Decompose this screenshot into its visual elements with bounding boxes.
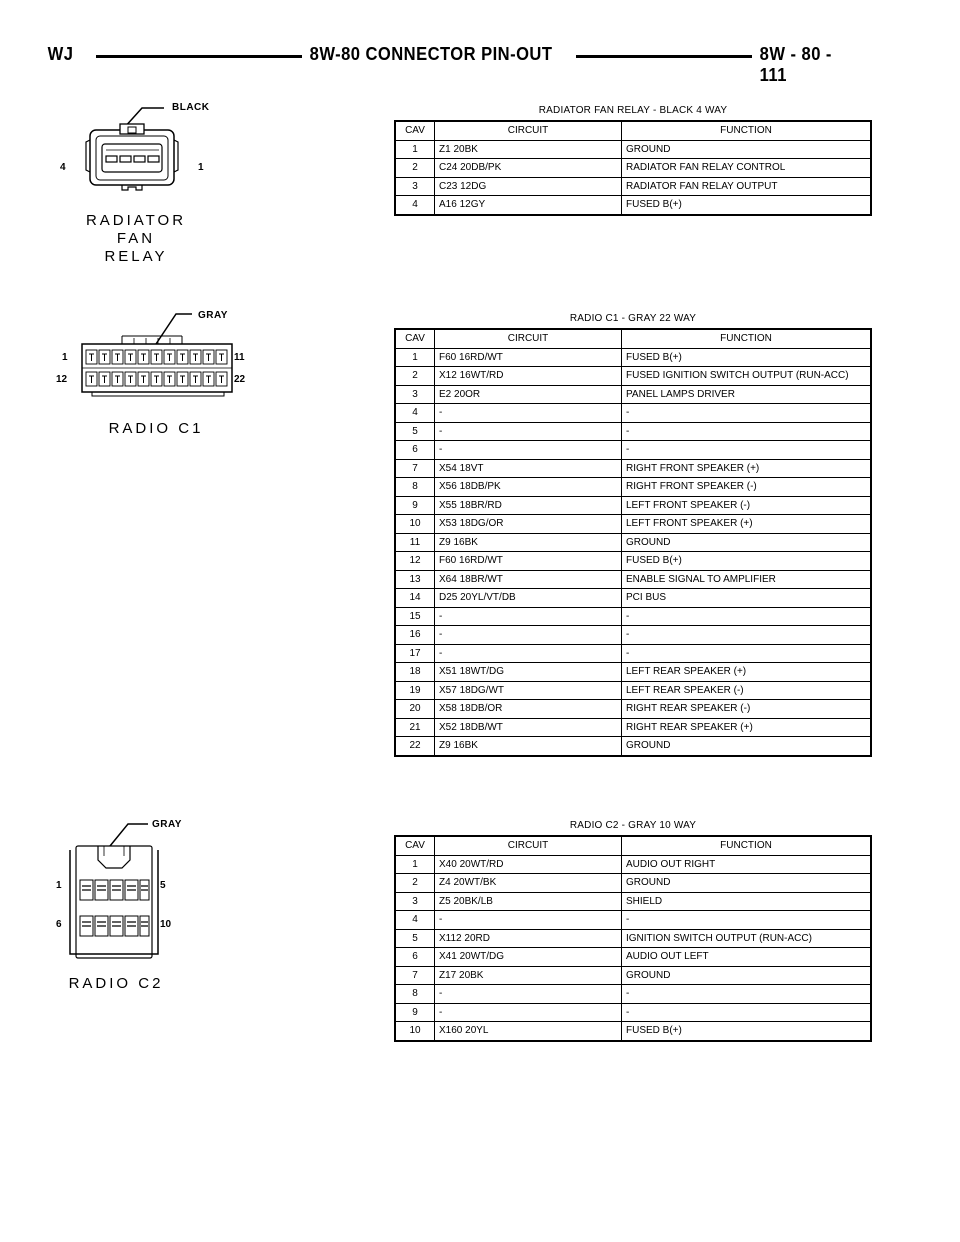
radiator-fan-relay-table-title: RADIATOR FAN RELAY - BLACK 4 WAY	[538, 105, 728, 116]
radiator-fan-relay-pin-right: 1	[198, 162, 204, 173]
radio-c2-pin-6: 6	[56, 919, 62, 930]
table-row	[395, 140, 871, 159]
table-row	[395, 478, 871, 497]
radio-c2-table-title: RADIO C2 - GRAY 10 WAY	[569, 820, 697, 831]
cell-cav: 10	[395, 1022, 435, 1041]
radio-c2-color-label: GRAY	[152, 819, 182, 830]
radio-c2-pin-1: 1	[56, 880, 62, 891]
cell-function: RIGHT REAR SPEAKER (-)	[622, 700, 872, 719]
cell-cav: 2	[395, 367, 435, 386]
cell-circuit: -	[435, 422, 622, 441]
cell-cav: 2	[395, 159, 435, 178]
table-row	[395, 681, 871, 700]
cell-cav: 2	[395, 874, 435, 893]
column-header-cav: CAV	[395, 329, 435, 348]
cell-function: PANEL LAMPS DRIVER	[622, 385, 872, 404]
cell-cav: 1	[395, 348, 435, 367]
cell-function: -	[622, 422, 872, 441]
table-row	[395, 663, 871, 682]
cell-function: GROUND	[622, 874, 872, 893]
cell-circuit: Z1 20BK	[435, 140, 622, 159]
table-row	[395, 589, 871, 608]
cell-cav: 1	[395, 855, 435, 874]
connector-name-line: RADIO C1	[108, 420, 204, 437]
cell-circuit: -	[435, 1003, 622, 1022]
cell-cav: 6	[395, 441, 435, 460]
column-header-function: FUNCTION	[622, 121, 872, 140]
cell-function: IGNITION SWITCH OUTPUT (RUN-ACC)	[622, 929, 872, 948]
table-row	[395, 607, 871, 626]
cell-function: SHIELD	[622, 892, 872, 911]
cell-function: RADIATOR FAN RELAY OUTPUT	[622, 177, 872, 196]
cell-circuit: -	[435, 607, 622, 626]
radiator-fan-relay-pin-table	[394, 120, 872, 216]
cell-function: FUSED B(+)	[622, 196, 872, 215]
column-header-cav: CAV	[395, 836, 435, 855]
radio-c1-pin-table	[394, 328, 872, 757]
connector-name-line: FAN	[116, 230, 156, 247]
cell-circuit: X12 16WT/RD	[435, 367, 622, 386]
cell-circuit: D25 20YL/VT/DB	[435, 589, 622, 608]
cell-circuit: X112 20RD	[435, 929, 622, 948]
cell-circuit: -	[435, 441, 622, 460]
header-rule-right	[576, 55, 752, 58]
table-row	[395, 911, 871, 930]
cell-circuit: -	[435, 626, 622, 645]
cell-function: RIGHT REAR SPEAKER (+)	[622, 718, 872, 737]
table-row	[395, 892, 871, 911]
page-header	[44, 44, 876, 85]
cell-circuit: Z9 16BK	[435, 737, 622, 756]
cell-function: -	[622, 404, 872, 423]
connector-name-line: RELAY	[104, 248, 168, 265]
cell-function: LEFT REAR SPEAKER (+)	[622, 663, 872, 682]
column-header-circuit: CIRCUIT	[435, 121, 622, 140]
cell-cav: 13	[395, 570, 435, 589]
table-row	[395, 496, 871, 515]
cell-function: GROUND	[622, 737, 872, 756]
table-row	[395, 385, 871, 404]
table-row	[395, 626, 871, 645]
cell-function: -	[622, 911, 872, 930]
cell-circuit: F60 16RD/WT	[435, 348, 622, 367]
cell-circuit: -	[435, 985, 622, 1004]
column-header-function: FUNCTION	[622, 836, 872, 855]
table-row	[395, 874, 871, 893]
cell-circuit: X64 18BR/WT	[435, 570, 622, 589]
cell-circuit: C24 20DB/PK	[435, 159, 622, 178]
cell-function: -	[622, 985, 872, 1004]
radio-c1-pin-22: 22	[234, 374, 246, 385]
table-header-row	[395, 836, 871, 855]
cell-function: -	[622, 626, 872, 645]
cell-circuit: X41 20WT/DG	[435, 948, 622, 967]
table-row	[395, 196, 871, 215]
table-row	[395, 644, 871, 663]
cell-circuit: X53 18DG/OR	[435, 515, 622, 534]
radio-c2-name	[56, 975, 176, 993]
cell-cav: 8	[395, 478, 435, 497]
radiator-fan-relay-name	[76, 212, 196, 266]
table-row	[395, 404, 871, 423]
table-row	[395, 985, 871, 1004]
table-row	[395, 966, 871, 985]
cell-cav: 22	[395, 737, 435, 756]
cell-cav: 18	[395, 663, 435, 682]
column-header-function: FUNCTION	[622, 329, 872, 348]
cell-circuit: X40 20WT/RD	[435, 855, 622, 874]
header-model: WJ	[44, 44, 77, 65]
radiator-fan-relay-color-label: BLACK	[172, 102, 210, 113]
table-row	[395, 422, 871, 441]
cell-function: FUSED B(+)	[622, 552, 872, 571]
cell-circuit: X58 18DB/OR	[435, 700, 622, 719]
cell-cav: 6	[395, 948, 435, 967]
table-row	[395, 737, 871, 756]
cell-cav: 5	[395, 422, 435, 441]
table-row	[395, 459, 871, 478]
radio-c1-pin-1: 1	[62, 352, 68, 363]
cell-cav: 12	[395, 552, 435, 571]
cell-function: AUDIO OUT RIGHT	[622, 855, 872, 874]
radio-c1-table-title: RADIO C1 - GRAY 22 WAY	[569, 313, 697, 324]
connector-name-line: RADIO C2	[68, 975, 164, 992]
cell-circuit: X55 18BR/RD	[435, 496, 622, 515]
cell-cav: 3	[395, 385, 435, 404]
cell-function: ENABLE SIGNAL TO AMPLIFIER	[622, 570, 872, 589]
cell-cav: 8	[395, 985, 435, 1004]
cell-function: RIGHT FRONT SPEAKER (+)	[622, 459, 872, 478]
table-row	[395, 177, 871, 196]
cell-cav: 5	[395, 929, 435, 948]
table-row	[395, 855, 871, 874]
table-row	[395, 570, 871, 589]
column-header-circuit: CIRCUIT	[435, 329, 622, 348]
cell-circuit: -	[435, 644, 622, 663]
table-row	[395, 718, 871, 737]
table-row	[395, 700, 871, 719]
radiator-fan-relay-connector-drawing	[84, 100, 204, 200]
cell-cav: 11	[395, 533, 435, 552]
cell-cav: 7	[395, 966, 435, 985]
table-row	[395, 533, 871, 552]
header-section-title: 8W-80 CONNECTOR PIN-OUT	[306, 44, 556, 65]
table-row	[395, 948, 871, 967]
cell-cav: 9	[395, 496, 435, 515]
cell-circuit: Z17 20BK	[435, 966, 622, 985]
cell-circuit: X56 18DB/PK	[435, 478, 622, 497]
radio-c2-pin-table	[394, 835, 872, 1042]
table-header-row	[395, 329, 871, 348]
cell-function: FUSED B(+)	[622, 348, 872, 367]
radiator-fan-relay-pin-left: 4	[60, 162, 66, 173]
radio-c1-name	[96, 420, 216, 438]
cell-function: FUSED IGNITION SWITCH OUTPUT (RUN-ACC)	[622, 367, 872, 386]
cell-circuit: X51 18WT/DG	[435, 663, 622, 682]
cell-cav: 4	[395, 196, 435, 215]
cell-function: RADIATOR FAN RELAY CONTROL	[622, 159, 872, 178]
cell-circuit: E2 20OR	[435, 385, 622, 404]
cell-cav: 14	[395, 589, 435, 608]
connector-name-line: RADIATOR	[85, 212, 187, 229]
cell-function: GROUND	[622, 966, 872, 985]
cell-circuit: Z5 20BK/LB	[435, 892, 622, 911]
table-row	[395, 1022, 871, 1041]
cell-circuit: Z4 20WT/BK	[435, 874, 622, 893]
cell-cav: 3	[395, 892, 435, 911]
column-header-cav: CAV	[395, 121, 435, 140]
cell-function: PCI BUS	[622, 589, 872, 608]
cell-circuit: F60 16RD/WT	[435, 552, 622, 571]
header-rule-left	[96, 55, 302, 58]
radio-c2-connector-drawing	[66, 816, 176, 966]
table-row	[395, 348, 871, 367]
table-row	[395, 367, 871, 386]
table-row	[395, 159, 871, 178]
cell-cav: 15	[395, 607, 435, 626]
radio-c2-pin-5: 5	[160, 880, 166, 891]
cell-circuit: C23 12DG	[435, 177, 622, 196]
cell-function: RIGHT FRONT SPEAKER (-)	[622, 478, 872, 497]
radio-c1-connector-drawing	[78, 308, 238, 404]
cell-cav: 10	[395, 515, 435, 534]
cell-cav: 19	[395, 681, 435, 700]
table-row	[395, 441, 871, 460]
cell-cav: 1	[395, 140, 435, 159]
cell-circuit: X160 20YL	[435, 1022, 622, 1041]
cell-function: GROUND	[622, 140, 872, 159]
cell-cav: 17	[395, 644, 435, 663]
cell-cav: 4	[395, 404, 435, 423]
cell-circuit: X54 18VT	[435, 459, 622, 478]
cell-circuit: -	[435, 911, 622, 930]
column-header-circuit: CIRCUIT	[435, 836, 622, 855]
cell-cav: 21	[395, 718, 435, 737]
cell-cav: 4	[395, 911, 435, 930]
table-row	[395, 1003, 871, 1022]
cell-cav: 7	[395, 459, 435, 478]
cell-cav: 20	[395, 700, 435, 719]
cell-circuit: X57 18DG/WT	[435, 681, 622, 700]
cell-function: LEFT FRONT SPEAKER (-)	[622, 496, 872, 515]
cell-cav: 3	[395, 177, 435, 196]
table-row	[395, 552, 871, 571]
table-row	[395, 515, 871, 534]
cell-function: -	[622, 441, 872, 460]
cell-function: LEFT FRONT SPEAKER (+)	[622, 515, 872, 534]
radio-c2-pin-10: 10	[160, 919, 172, 930]
table-header-row	[395, 121, 871, 140]
cell-circuit: Z9 16BK	[435, 533, 622, 552]
cell-function: -	[622, 1003, 872, 1022]
cell-function: -	[622, 644, 872, 663]
radio-c1-color-label: GRAY	[198, 310, 228, 321]
radio-c1-pin-12: 12	[56, 374, 68, 385]
cell-cav: 9	[395, 1003, 435, 1022]
cell-function: GROUND	[622, 533, 872, 552]
cell-circuit: A16 12GY	[435, 196, 622, 215]
cell-circuit: X52 18DB/WT	[435, 718, 622, 737]
cell-circuit: -	[435, 404, 622, 423]
cell-function: -	[622, 607, 872, 626]
header-page-number: 8W - 80 - 111	[756, 44, 866, 86]
cell-function: AUDIO OUT LEFT	[622, 948, 872, 967]
cell-function: LEFT REAR SPEAKER (-)	[622, 681, 872, 700]
cell-cav: 16	[395, 626, 435, 645]
radio-c1-pin-11: 11	[234, 352, 245, 363]
cell-function: FUSED B(+)	[622, 1022, 872, 1041]
table-row	[395, 929, 871, 948]
